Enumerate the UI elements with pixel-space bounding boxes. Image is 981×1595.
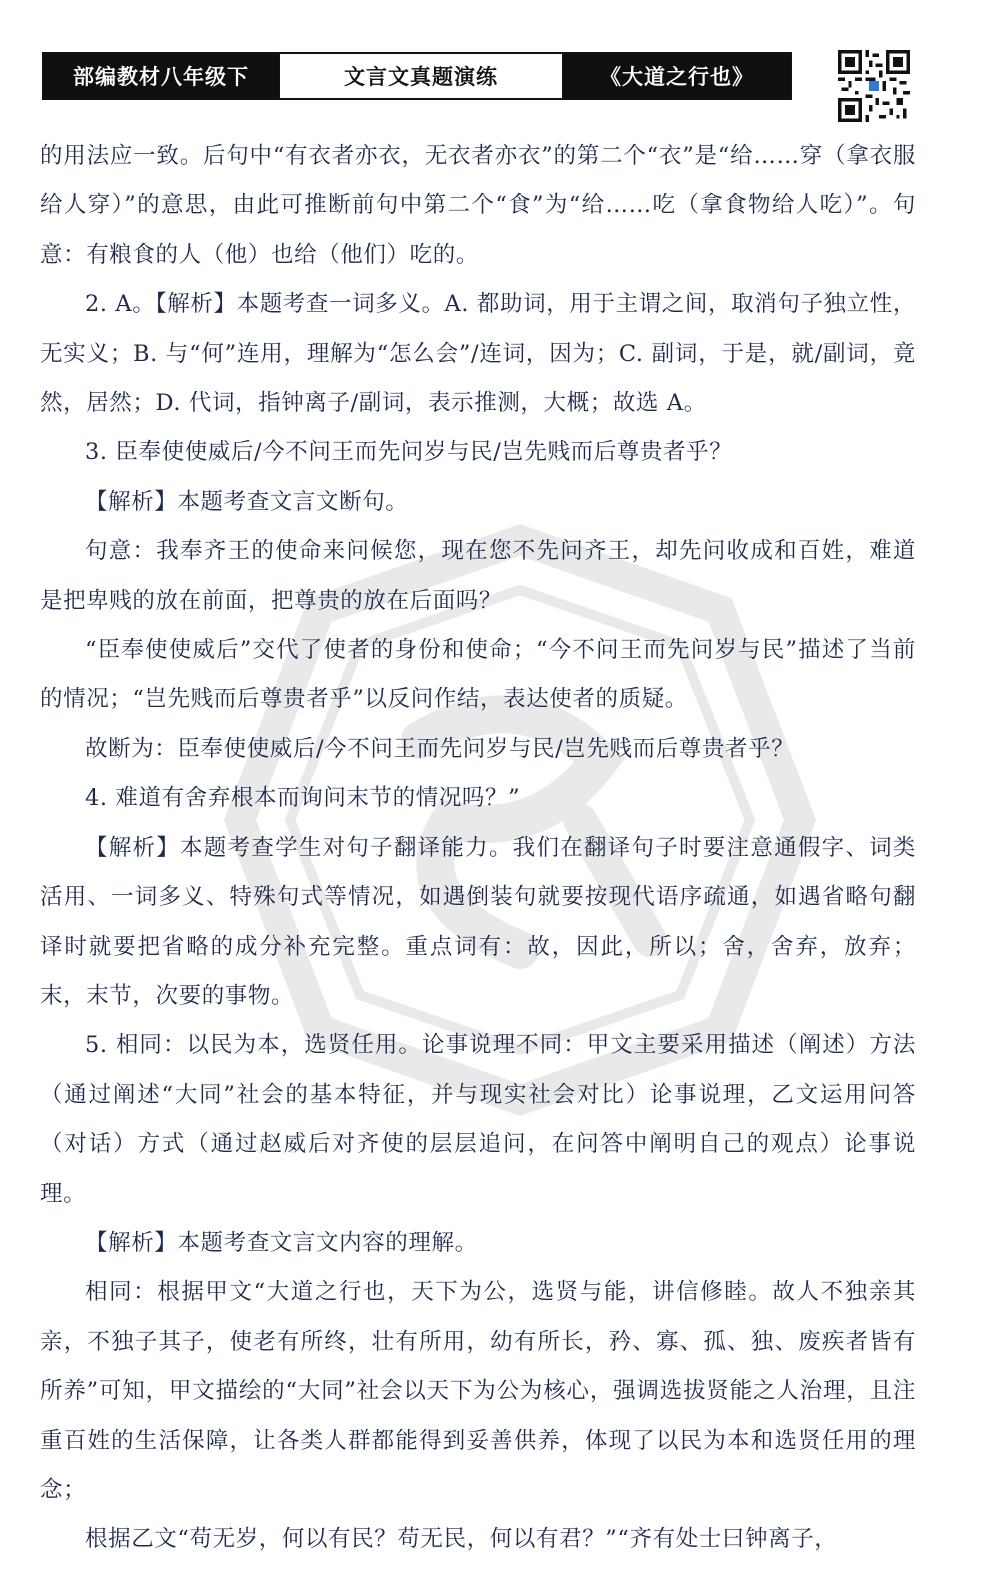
- analysis-3-conclusion: 故断为：臣奉使使威后/今不问王而先问岁与民/岂先贱而后尊贵者乎？: [85, 735, 795, 762]
- analysis-5-heading: 【解析】本题考查文言文内容的理解。: [85, 1229, 478, 1256]
- qr-code-icon: [838, 50, 910, 122]
- analysis-4: 【解析】本题考查学生对句子翻译能力。我们在翻译句子时要注意通假字、词类活用、一词多义、特殊句式等情况，如遇倒装句就要按现代语序疏通，如遇省略句翻译时就要把省略的成分补充完整。重点词有：故，因此，所以；舍，舍弃，放弃；末，末节，次要的事物。: [40, 834, 916, 1009]
- analysis-3-explanation: “臣奉使使威后”交代了使者的身份和使命；“今不问王而先问岁与民”描述了当前的情况；“岂先贱而后尊贵者乎”以反问作结，表达使者的质疑。: [40, 637, 916, 713]
- answer-4: 4. 难道有舍弃根本而询问末节的情况吗？”: [85, 785, 521, 812]
- answer-2: 2. A。【解析】本题考查一词多义。A. 都助词，用于主谓之间，取消句子独立性，无实义；B. 与“何”连用，理解为“怎么会”/连词，因为；C. 副词，于是，就/副词，竟然，居然；D. 代词，指钟离子/副词，表示推测，大概；故选 A。: [40, 291, 916, 417]
- analysis-3-heading: 【解析】本题考查文言文断句。: [85, 488, 409, 515]
- analysis-5-same: 相同：根据甲文“大道之行也，天下为公，选贤与能，讲信修睦。故人不独亲其亲，不独子其子，使老有所终，壮有所用，幼有所长，矜、寡、孤、独、废疾者皆有所养”可知，甲文描绘的“大同”社会以天下为公为核心，强调选拔贤能之人治理，且注重百姓的生活保障，让各类人群都能得到妥善供养，体现了以民为本和选贤任用的理念；: [40, 1279, 916, 1503]
- header-lesson-title: 《大道之行也》: [564, 54, 790, 98]
- header-section-title: 文言文真题演练: [278, 54, 564, 98]
- answer-text-body: [40, 132, 916, 1565]
- header-grade-label: 部编教材八年级下: [44, 54, 278, 98]
- analysis-3-meaning: 句意：我奉齐王的使命来问候您，现在您不先问齐王，却先问收成和百姓，难道是把卑贱的放在前面，把尊贵的放在后面吗？: [40, 538, 916, 614]
- header-bar: [42, 52, 792, 100]
- analysis-5-passage-b: 根据乙文“苟无岁，何以有民？苟无民，何以有君？”“齐有处士曰钟离子，: [85, 1526, 838, 1553]
- paragraph-continuation: 的用法应一致。后句中“有衣者亦衣，无衣者亦衣”的第二个“衣”是“给……穿（拿衣服给人穿）”的意思，由此可推断前句中第二个“食”为“给……吃（拿食物给人吃）”。句意：有粮食的人（他）也给（他们）吃的。: [40, 143, 916, 268]
- answer-5: 5. 相同：以民为本，选贤任用。论事说理不同：甲文主要采用描述（阐述）方法（通过阐述“大同”社会的基本特征，并与现实社会对比）论事说理，乙文运用问答（对话）方式（通过赵威后对齐使的层层追问，在问答中阐明自己的观点）论事说理。: [40, 1032, 916, 1207]
- answer-3: 3. 臣奉使使威后/今不问王而先问岁与民/岂先贱而后尊贵者乎？: [85, 439, 733, 466]
